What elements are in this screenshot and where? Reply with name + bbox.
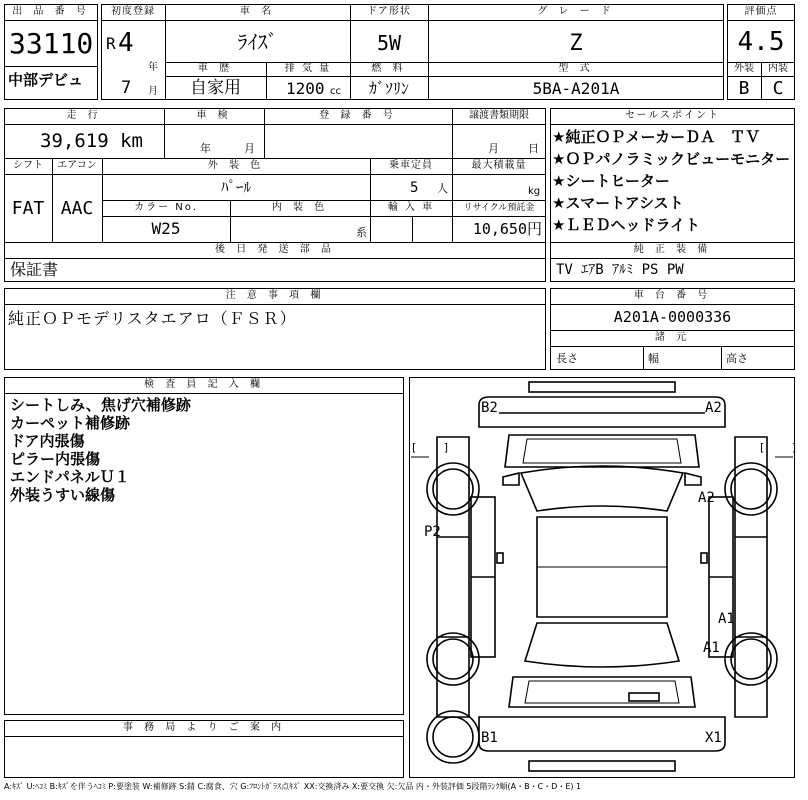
bracket-left: [ ] [412,441,461,454]
grade-header: グ レ ー ド [537,6,615,17]
dims-header: 諸 元 [654,332,691,343]
chassis-value: A201A-0000336 [613,308,732,326]
inspector-note-6: 外装うすい線傷 [10,486,116,504]
interior-grade: C [772,78,784,99]
width-label: 幅 [648,352,659,365]
ext-color-header: 外 装 色 [207,160,265,171]
exterior-grade: B [738,78,750,99]
displacement-value: 1200 [286,79,325,98]
inspection-year-unit: 年 [200,142,211,155]
inspector-note-3: ドア内張傷 [10,432,85,450]
length-label: 長さ [556,352,578,365]
inspection-header: 車 検 [196,110,232,121]
bracket-right: [ ] [760,441,808,454]
venue-label: 中部デビュ [8,71,84,89]
mark-a2-side: A2 [698,490,715,506]
transfer-day-unit: 日 [528,142,539,155]
mileage-value: 39,619 km [40,130,143,152]
score-header: 評価点 [744,6,778,17]
int-color-unit: 系 [356,226,367,239]
mark-p2: P2 [424,524,441,540]
history-value: 自家用 [190,78,241,98]
exterior-header: 外装 [734,63,754,74]
lot-number-header: 出 品 番 号 [12,6,90,17]
mark-a2-top: A2 [705,400,722,416]
mileage-header: 走 行 [66,110,102,121]
max-load-header: 最大積載量 [471,160,527,171]
ac-value: AAC [60,198,94,219]
interior-header: 内装 [768,63,788,74]
int-color-header: 内 装 色 [271,202,329,213]
lot-number: 33110 [9,27,94,60]
door-type: 5W [376,31,402,55]
displacement-header: 排 気 量 [284,63,332,74]
grade-value: Z [569,31,583,56]
shift-header: シフト [13,160,43,171]
era-label: R [106,34,116,53]
sales-point-2: ★ＯＰパノラミックビューモニター [552,150,791,168]
height-label: 高さ [726,352,748,365]
color-no-value: W25 [151,219,181,238]
kg-unit: kg [528,186,541,197]
inspector-note-2: カーペット補修跡 [10,414,131,432]
month-value: 7 [121,78,132,98]
genuine-equip-value: TV ｴｱB ｱﾙﾐ PS PW [556,262,684,278]
sales-points-header: セールスポイント [624,110,721,121]
capacity-header: 乗車定員 [389,160,433,171]
import-header: 輸 入 車 [387,202,435,213]
sales-point-1: ★純正ＯＰメーカーＤＡ ＴＶ [552,128,761,146]
mark-x1: X1 [705,730,722,746]
notes-text: 純正ＯＰモデリスタエアロ（ＦＳＲ） [8,309,297,328]
inspector-note-4: ピラー内張傷 [10,450,101,468]
history-header: 車 歴 [197,63,234,74]
month-unit: 月 [148,86,158,97]
office-header: 事 務 局 よ り ご 案 内 [122,722,286,733]
inspection-month-unit: 月 [244,142,255,155]
transfer-header: 譲渡書類期限 [469,110,529,121]
car-name-header: 車 名 [239,6,276,17]
score-value: 4.5 [737,27,785,57]
cc-unit: cc [330,86,341,97]
model-header: 型 式 [558,63,594,74]
fuel-header: 燃 料 [371,63,407,74]
sales-point-5: ★ＬＥＤヘッドライト [552,216,700,234]
inspector-note-5: エンドパネルＵ１ [10,468,130,486]
door-header: ドア形状 [367,6,411,17]
mark-a1-low: A1 [703,640,720,656]
first-reg-header: 初度登録 [111,6,155,17]
year-value: 4 [118,28,134,58]
later-parts-value: 保証書 [10,260,59,279]
ac-header: エアコン [57,160,97,171]
fuel-value: ｶﾞｿﾘﾝ [368,79,409,98]
sales-point-3: ★シートヒーター [552,172,670,190]
car-diagram [409,377,795,778]
mark-a1-side: A1 [718,611,735,627]
recycle-value: 10,650円 [472,220,542,238]
capacity-unit: 人 [437,182,448,195]
chassis-header: 車 台 番 号 [633,290,712,301]
reg-no-header: 登 録 番 号 [319,110,397,121]
notes-header: 注 意 事 項 欄 [225,290,325,301]
capacity-value: 5 [410,180,419,196]
model-value: 5BA-A201A [532,79,620,98]
genuine-equip-header: 純 正 装 備 [633,244,712,255]
mark-b2: B2 [481,400,498,416]
transfer-month-unit: 月 [488,142,499,155]
color-no-header: カラー No. [134,202,198,213]
shift-value: FAT [11,198,45,219]
sales-point-4: ★スマートアシスト [552,194,684,212]
car-name: ﾗｲｽﾞ [237,30,278,54]
year-unit: 年 [148,62,158,73]
mark-b1: B1 [481,730,498,746]
later-parts-header: 後 日 発 送 部 品 [215,244,335,255]
inspector-header: 検 査 員 記 入 欄 [144,379,264,390]
ext-color-value: ﾊﾟｰﾙ [220,178,251,196]
legend: A:ｷｽﾞ U:ﾍｺﾐ B:ｷｽﾞを伴うﾍｺﾐ P:要塗装 W:補修跡 S:錆 C:腐食、穴 G:ﾌﾛﾝﾄｶﾞﾗｽ点ｷｽﾞ XX:交換済み X:要交換 欠:欠品 内・外装評価 5段階ﾗﾝｸ順(A・B・C・D・E) 1 [4,782,582,791]
inspector-note-1: シートしみ、焦げ穴補修跡 [10,396,191,414]
recycle-header: リサイクル預託金 [463,203,535,213]
